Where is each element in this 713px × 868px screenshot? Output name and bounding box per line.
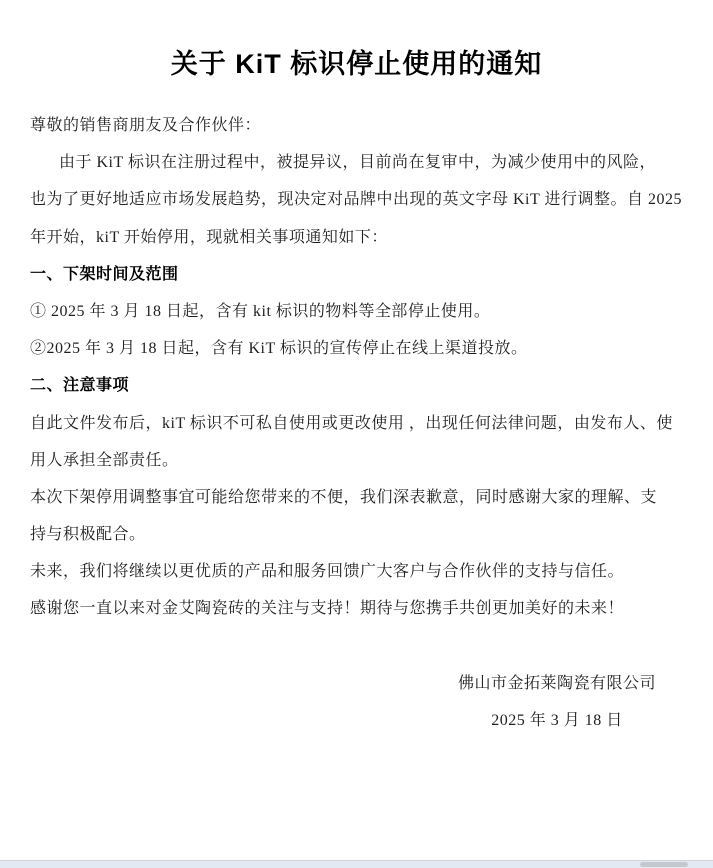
notice-title: 关于 KiT 标识停止使用的通知 [170, 49, 543, 79]
blank-line [30, 628, 683, 665]
intro-line: 年开始，kiT 开始停用，现就相关事项通知如下： [30, 228, 388, 246]
body-line: 本次下架停用调整事宜可能给您带来的不便，我们深表歉意，同时感谢大家的理解、支 [30, 488, 658, 506]
document-body [0, 81, 713, 739]
intro-line: 由于 KiT 标识在注册过程中，被提异议，目前尚在复审中，为减少使用中的风险， [59, 154, 656, 172]
section2-heading: 二、注意事项 [30, 377, 130, 395]
section1-heading: 一、下架时间及范围 [30, 265, 179, 283]
list-item: ① 2025 年 3 月 18 日起，含有 kit 标识的物料等全部停止使用。 [30, 302, 491, 320]
body-line: 自此文件发布后，kiT 标识不可私自使用或更改使用 ，出现任何法律问题，由发布人、使 [30, 414, 673, 432]
closing-line: 未来，我们将继续以更优质的产品和服务回馈广大客户与合作伙伴的支持与信任。 [30, 563, 625, 581]
list-item: ②2025 年 3 月 18 日起，含有 KiT 标识的宣传停止在线上渠道投放。 [30, 340, 528, 358]
intro-line: 也为了更好地适应市场发展趋势，现决定对品牌中出现的英文字母 KiT 进行调整。自 2025 [30, 191, 682, 209]
signature-date: 2025 年 3 月 18 日 [491, 712, 623, 729]
body-line: 用人承担全部责任。 [30, 451, 179, 469]
horizontal-scrollbar-thumb[interactable] [640, 862, 688, 867]
greeting-line: 尊敬的销售商朋友及合作伙伴： [30, 117, 262, 134]
signature-block [371, 665, 713, 739]
horizontal-scrollbar-track[interactable] [0, 860, 713, 868]
closing-line: 感谢您一直以来对金艾陶瓷砖的关注与支持！期待与您携手共创更加美好的未来！ [30, 600, 625, 618]
body-line: 持与积极配合。 [30, 526, 146, 544]
signature-company: 佛山市金拓莱陶瓷有限公司 [457, 674, 656, 692]
